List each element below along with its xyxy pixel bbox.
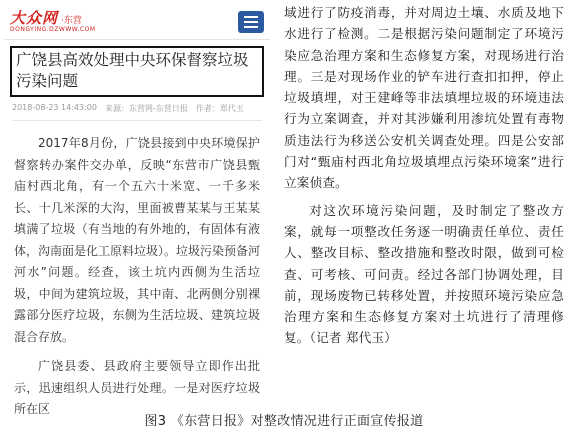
body-paragraph: 广饶县委、县政府主要领导立即作出批示，迅速组织人员进行处理。一是对医疗垃圾所在区: [14, 359, 260, 416]
logo-domain: DONGYING.DZWWW.COM: [10, 25, 96, 33]
highlighted-title-box: [10, 46, 264, 97]
logo-brand: 大众网: [10, 8, 59, 27]
menu-icon-bar: [244, 26, 258, 28]
site-logo[interactable]: [10, 8, 96, 33]
body-paragraph: 对这次环境污染问题，及时制定了整改方案，就每一项整改任务逐一明确责任单位、责任人、整改目标、整改措施和整改时限，做到可检查、可考核、可问责。经过各部门协调处理，目前，现场废物已转移处置，并按照环境污染应急治理方案和生态修复方案对土坑进行了清理修复。（记者 郑代玉）: [284, 202, 564, 346]
body-paragraph: 域进行了防疫消毒，并对周边土壤、水质及地下水进行了检测。二是根据污染问题制定了环境污染应急治理方案和生态修复方案，对现场进行治理。三是对现场作业的铲车进行查扣扣押，停止垃圾填埋，对王建峰等非法填埋垃圾的环境违法行为立案调查，并对其涉嫌利用渗坑处置有毒物质违法行为移送公安机关调查处理。四是公安部门对“甄庙村西北角垃圾填埋点污染环境案”进行立案侦查。: [284, 5, 564, 191]
publish-datetime: 2018-08-23 14:43:00: [12, 103, 97, 112]
article-author: 作者：郑代玉: [195, 104, 244, 113]
figure-caption: 图3 《东营日报》对整改情况进行正面宣传报道: [144, 414, 424, 429]
logo-subtitle: ·东营: [61, 15, 82, 26]
article-body: [4, 121, 270, 421]
site-header: [4, 4, 270, 40]
article-meta: [4, 97, 270, 114]
article-source: 来源：东营网-东营日报: [104, 104, 188, 113]
scanned-text-column: [284, 2, 564, 402]
menu-icon-bar: [244, 16, 258, 18]
body-paragraph: 2017年8月份，广饶县接到中央环境保护督察转办案件交办单，反映“东营市广饶县甄庙村西北角，有一个五六十米宽、一千多米长、十几米深的大沟，里面被曹某某与王某某填满了垃圾（有当地的有外地的，有固体有液体，沟南面是化工原料垃圾）。垃圾污染预备河河水”问题。经查，该土坑内西侧为生活垃圾，中间为建筑垃圾，其中南、北两侧分别裸露部分医疗垃圾，东侧为生活垃圾、建筑垃圾混合存放。: [14, 136, 261, 344]
menu-button[interactable]: [238, 11, 264, 33]
mobile-article-screenshot: [4, 4, 270, 416]
menu-icon-bar: [244, 21, 258, 23]
article-title: 广饶县高效处理中央环保督察垃圾污染问题: [16, 51, 249, 90]
